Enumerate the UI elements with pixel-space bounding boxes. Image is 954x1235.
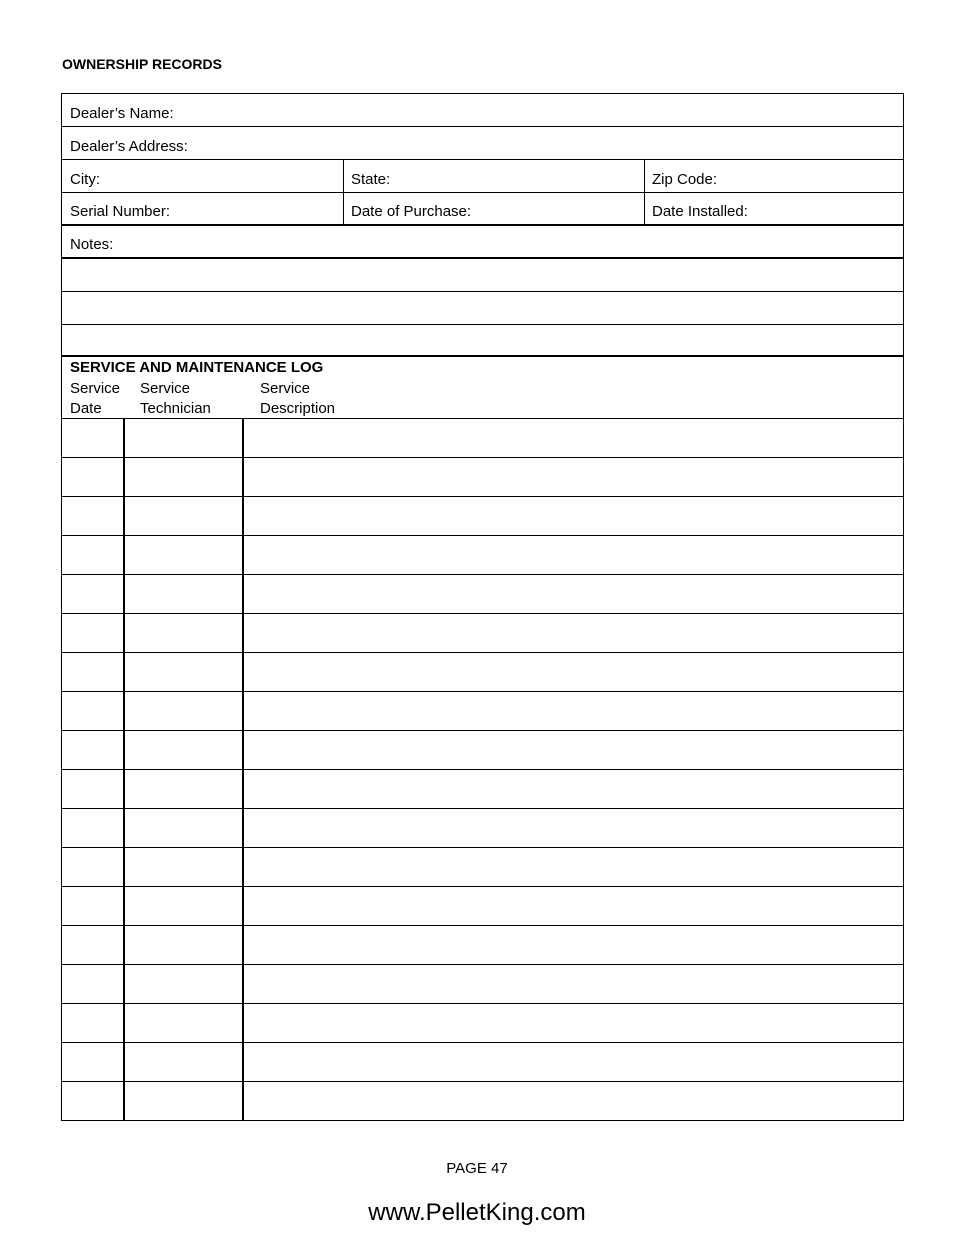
service-date-cell[interactable] [62, 770, 125, 808]
log-rows [62, 419, 903, 1120]
log-row [62, 848, 903, 887]
technician-cell[interactable] [125, 887, 244, 925]
state-label: State: [351, 171, 391, 188]
technician-cell[interactable] [125, 848, 244, 886]
log-row [62, 536, 903, 575]
col-description-line2: Description [260, 400, 336, 417]
service-date-cell[interactable] [62, 731, 125, 769]
description-cell[interactable] [244, 1004, 903, 1042]
technician-cell[interactable] [125, 809, 244, 847]
description-cell[interactable] [244, 575, 903, 613]
col-technician-line1: Service [140, 380, 191, 397]
service-date-cell[interactable] [62, 653, 125, 691]
description-cell[interactable] [244, 848, 903, 886]
page-title: OWNERSHIP RECORDS [62, 56, 222, 72]
location-row [62, 160, 903, 193]
purchase-date-field[interactable] [343, 193, 644, 224]
technician-cell[interactable] [125, 1043, 244, 1081]
technician-cell[interactable] [125, 965, 244, 1003]
log-row [62, 1043, 903, 1082]
notes-line[interactable] [62, 325, 903, 357]
service-date-cell[interactable] [62, 458, 125, 496]
service-date-cell[interactable] [62, 809, 125, 847]
col-description-line1: Service [260, 380, 311, 397]
log-row [62, 887, 903, 926]
log-row [62, 458, 903, 497]
dealer-name-field[interactable] [62, 94, 903, 126]
technician-cell[interactable] [125, 770, 244, 808]
technician-cell[interactable] [125, 1082, 244, 1120]
log-row [62, 809, 903, 848]
log-title: SERVICE AND MAINTENANCE LOG [70, 359, 324, 376]
description-cell[interactable] [244, 926, 903, 964]
description-cell[interactable] [244, 614, 903, 652]
log-row [62, 614, 903, 653]
notes-line[interactable] [62, 292, 903, 325]
log-row [62, 653, 903, 692]
col-technician-line2: Technician [140, 400, 211, 417]
technician-cell[interactable] [125, 1004, 244, 1042]
technician-cell[interactable] [125, 575, 244, 613]
dealer-name-row [62, 94, 903, 127]
notes-line[interactable] [62, 259, 903, 292]
technician-cell[interactable] [125, 731, 244, 769]
service-date-cell[interactable] [62, 965, 125, 1003]
log-row [62, 497, 903, 536]
log-row [62, 731, 903, 770]
service-date-cell[interactable] [62, 419, 125, 457]
city-field[interactable] [62, 160, 343, 192]
service-date-cell[interactable] [62, 1043, 125, 1081]
service-date-cell[interactable] [62, 1004, 125, 1042]
description-cell[interactable] [244, 692, 903, 730]
description-cell[interactable] [244, 497, 903, 535]
service-date-cell[interactable] [62, 575, 125, 613]
technician-cell[interactable] [125, 458, 244, 496]
technician-cell[interactable] [125, 614, 244, 652]
notes-row [62, 226, 903, 259]
technician-cell[interactable] [125, 692, 244, 730]
description-cell[interactable] [244, 653, 903, 691]
dealer-address-label: Dealer’s Address: [70, 138, 188, 155]
description-cell[interactable] [244, 536, 903, 574]
purchase-date-label: Date of Purchase: [351, 203, 472, 220]
col-description-header [260, 379, 335, 419]
col-technician-header [140, 379, 211, 419]
service-date-cell[interactable] [62, 926, 125, 964]
technician-cell[interactable] [125, 653, 244, 691]
technician-cell[interactable] [125, 497, 244, 535]
description-cell[interactable] [244, 887, 903, 925]
technician-cell[interactable] [125, 926, 244, 964]
technician-cell[interactable] [125, 536, 244, 574]
city-label: City: [70, 171, 100, 188]
description-cell[interactable] [244, 419, 903, 457]
col-service-date-line2: Date [70, 400, 102, 417]
log-row [62, 692, 903, 731]
notes-label: Notes: [70, 236, 114, 253]
col-service-date-header [70, 379, 120, 419]
description-cell[interactable] [244, 1082, 903, 1120]
service-date-cell[interactable] [62, 848, 125, 886]
log-row [62, 770, 903, 809]
log-row [62, 965, 903, 1004]
log-row [62, 1082, 903, 1120]
service-date-cell[interactable] [62, 614, 125, 652]
log-row [62, 419, 903, 458]
service-date-cell[interactable] [62, 887, 125, 925]
log-header [62, 357, 903, 419]
zip-label: Zip Code: [652, 171, 718, 188]
serial-field[interactable] [62, 193, 343, 224]
log-row [62, 926, 903, 965]
description-cell[interactable] [244, 770, 903, 808]
state-field[interactable] [343, 160, 644, 192]
dealer-address-field[interactable] [62, 127, 903, 159]
dealer-address-row [62, 127, 903, 160]
installed-date-field[interactable] [644, 193, 903, 224]
service-date-cell[interactable] [62, 1082, 125, 1120]
service-date-cell[interactable] [62, 497, 125, 535]
serial-label: Serial Number: [70, 203, 171, 220]
description-cell[interactable] [244, 731, 903, 769]
technician-cell[interactable] [125, 419, 244, 457]
notes-field[interactable] [62, 226, 903, 257]
service-date-cell[interactable] [62, 536, 125, 574]
website: www.PelletKing.com [368, 1199, 586, 1226]
ownership-form [61, 93, 904, 1121]
page-number: PAGE 47 [446, 1160, 508, 1177]
description-cell[interactable] [244, 458, 903, 496]
zip-field[interactable] [644, 160, 903, 192]
dealer-name-label: Dealer’s Name: [70, 105, 174, 122]
description-cell[interactable] [244, 1043, 903, 1081]
product-row [62, 193, 903, 226]
service-date-cell[interactable] [62, 692, 125, 730]
installed-date-label: Date Installed: [652, 203, 748, 220]
col-service-date-line1: Service [70, 380, 121, 397]
log-row [62, 575, 903, 614]
log-row [62, 1004, 903, 1043]
description-cell[interactable] [244, 965, 903, 1003]
description-cell[interactable] [244, 809, 903, 847]
